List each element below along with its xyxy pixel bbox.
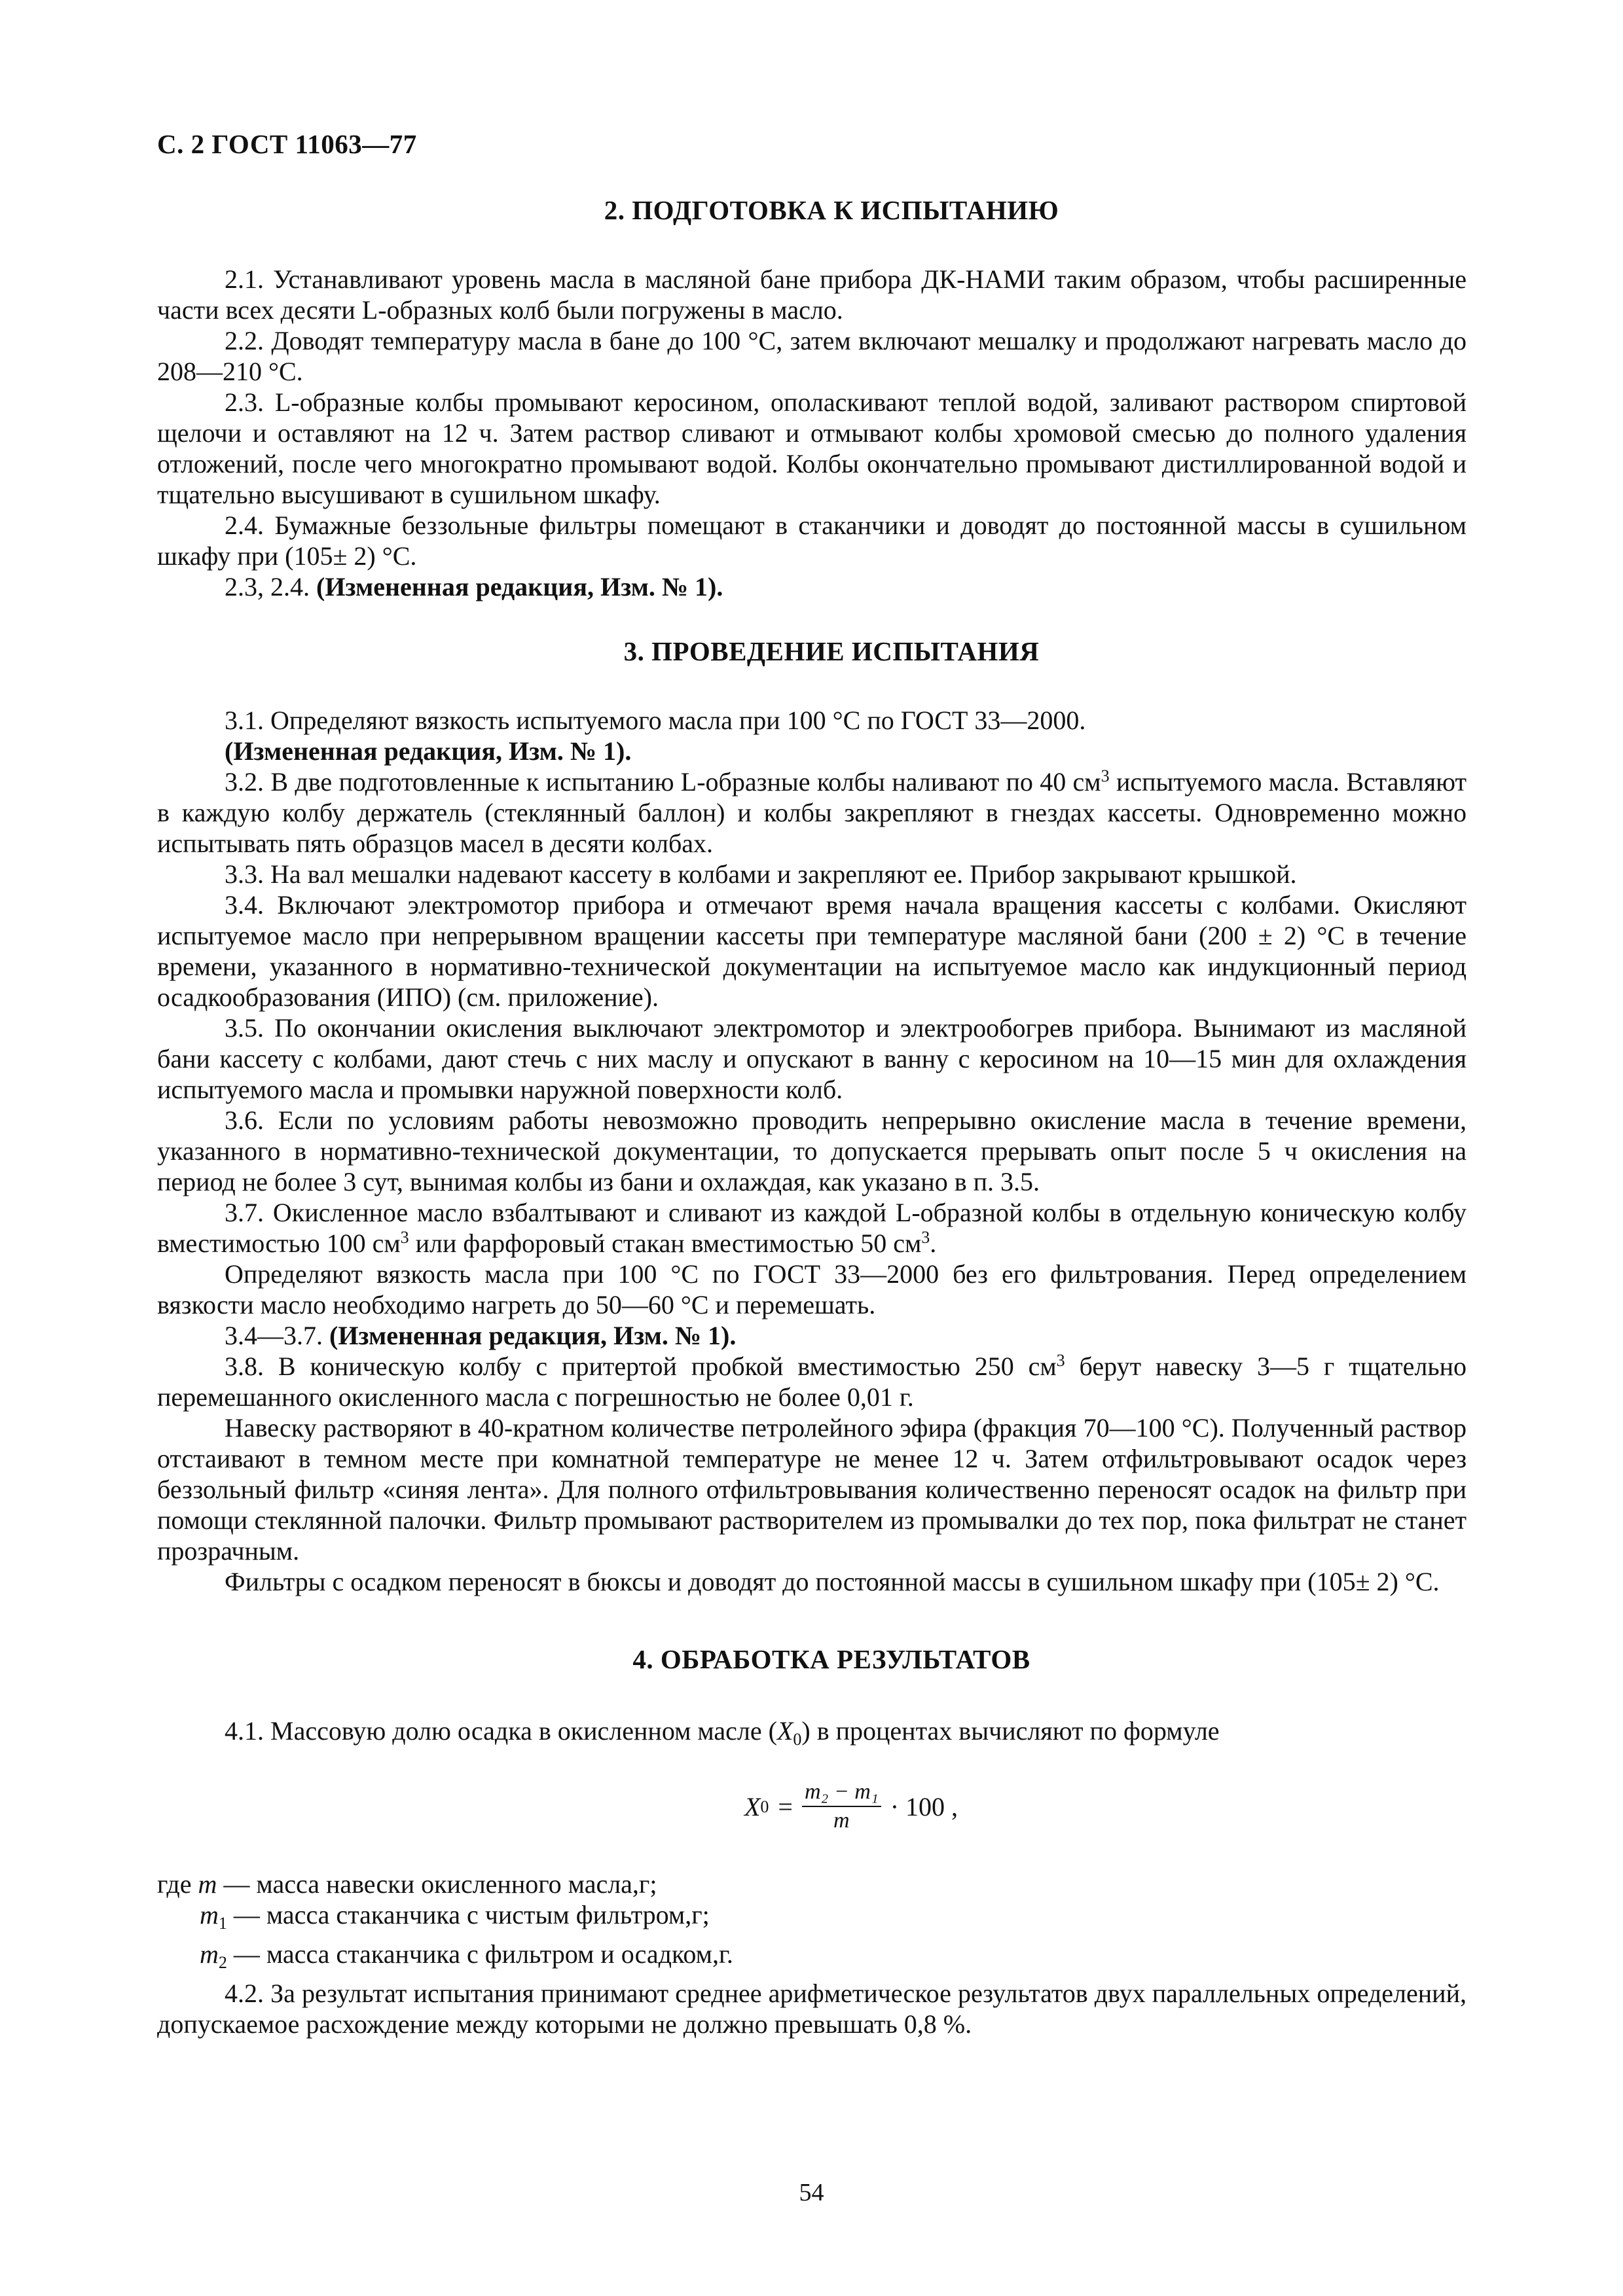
paragraph-text: . [930,1229,937,1258]
paragraph-3-8-dissolve: Навеску растворяют в 40-кратном количестве петролейного эфира (фракция 70—100 °С). Полученный раствор отстаивают в темном месте при комнатной температуре не менее 12 ч. Затем отфильтровывают осадок через беззольный фильтр «синяя лента». Для полного отфильтровывания количественно переносят осадок на фильтр при помощи стеклянной палочки. Фильтр промывают растворителем из промывалки до тех пор, пока фильтрат не станет прозрачным. [157,1413,1467,1566]
paragraph-text: берут навеску 3—5 г тщательно перемешанного окисленного масла с погрешностью не более 0,01 г. [157,1352,1467,1412]
amendment-note-3-1 [157,736,1467,766]
formula-numerator: m₂ − m₁ [804,1780,879,1804]
paragraph-text: 3.2. В две подготовленные к испытанию L-образные колбы наливают по 40 см [225,767,1101,797]
paragraph-text: 3.7. Окисленное масло взбалтывают и сливают из каждой L-образной колбы в отдельную коническую колбу вместимостью 100 см [157,1198,1467,1258]
formula-lhs-variable: X [744,1791,761,1821]
legend-m [157,1869,1467,1899]
legend-m2 [157,1939,1467,1978]
legend-lead: где [157,1869,198,1899]
formula-lhs-subscript: 0 [760,1797,769,1816]
amendment-note-2 [157,571,1467,602]
paragraph-3-6: 3.6. Если по условиям работы невозможно проводить непрерывно окисление масла в течение времени, указанного в нормативно-технической документации, то допускается прерывать опыт после 5 ч окисления на период не более 3 сут, вынимая колбы из бани и охлаждая, как указано в п. 3.5. [157,1105,1467,1196]
section-4-heading: 4. ОБРАБОТКА РЕЗУЛЬТАТОВ [632,1644,1030,1674]
variable: m [200,1900,219,1929]
paragraph-3-1: 3.1. Определяют вязкость испытуемого масла при 100 °С по ГОСТ 33—2000. [225,706,1086,735]
legend-text: — масса стаканчика с чистым фильтром,г; [227,1900,710,1929]
legend-m1 [157,1899,1467,1939]
paragraph-2-2: 2.2. Доводят температуру масла в бане до 100 °С, затем включают мешалку и продолжают нагревать масло до 208—210 °С. [157,326,1467,386]
paragraph-text: или фарфоровый стакан вместимостью 50 см [409,1229,922,1258]
superscript: 3 [400,1228,409,1247]
legend-text: — масса стаканчика с фильтром и осадком,г. [227,1939,733,1969]
variable: m [198,1869,217,1899]
amendment-ref: 3.4—3.7. [225,1321,329,1350]
amendment-label: (Измененная редакция, Изм. № 1). [316,572,723,601]
paragraph-4-2: 4.2. За результат испытания принимают среднее арифметическое результатов двух параллельных определений, допускаемое расхождение между которыми не должно превышать 0,8 %. [157,1979,1467,2039]
legend-text: — масса навески окисленного масла,г; [217,1869,657,1899]
section-3-heading: 3. ПРОВЕДЕНИЕ ИСПЫТАНИЯ [623,636,1040,666]
subscript: 1 [218,1914,227,1933]
page-number: 54 [799,2179,824,2206]
formula-multiplier: · 100 , [890,1791,958,1821]
paragraph-text: 3.8. В коническую колбу с притертой пробкой вместимостью 250 см [225,1352,1057,1381]
paragraph-text: 4.1. Массовую долю осадка в окисленном масле ( [225,1716,777,1746]
document-body [157,195,1467,2039]
formula [157,1768,1467,1845]
paragraph-3-8 [157,1351,1467,1412]
paragraph-text: ) в процентах вычисляют по формуле [801,1716,1220,1746]
paragraph-3-7 [157,1197,1467,1259]
amendment-note-3-4-3-7 [157,1320,1467,1351]
paragraph-3-8-filters: Фильтры с осадком переносят в бюксы и доводят до постоянной массы в сушильном шкафу при (105± 2) °С. [225,1567,1440,1596]
paragraph-3-5: 3.5. По окончании окисления выключают электромотор и электрообогрев прибора. Вынимают из масляной бани кассету с колбами, дают стечь с них маслу и опускают в ванну с керосином на 10—15 мин для охлаждения испытуемого масла и промывки наружной поверхности колб. [157,1013,1467,1104]
paragraph-4-1 [157,1715,1467,1755]
paragraph-3-3: 3.3. На вал мешалки надевают кассету в колбами и закрепляют ее. Прибор закрывают крышкой. [225,859,1297,889]
subscript: 2 [218,1953,227,1972]
amendment-label: (Измененная редакция, Изм. № 1). [329,1321,737,1350]
amendment-ref: 2.3, 2.4. [225,572,316,601]
paragraph-text: испытуемого масла. Вставляют в каждую колбу держатель (стеклянный баллон) и колбы закрепляют в гнездах кассеты. Одновременно можно испытывать пять образцов масел в десяти колбах. [157,767,1467,858]
paragraph-3-7-viscosity: Определяют вязкость масла при 100 °С по ГОСТ 33—2000 без его фильтрования. Перед определением вязкости масло необходимо нагреть до 50—60 °С и перемешать. [157,1259,1467,1319]
section-2-heading: 2. ПОДГОТОВКА К ИСПЫТАНИЮ [604,195,1059,225]
superscript: 3 [1101,766,1110,785]
paragraph-2-1: 2.1. Устанавливают уровень масла в масляной бане прибора ДК-НАМИ таким образом, чтобы расширенные части всех десяти L-образных колб были погружены в масло. [157,264,1467,325]
paragraph-2-3: 2.3. L-образные колбы промывают керосином, ополаскивают теплой водой, заливают раствором спиртовой щелочи и оставляют на 12 ч. Затем раствор сливают и отмывают колбы хромовой смесью до полного удаления отложений, после чего многократно промывают водой. Колбы окончательно промывают дистиллированной водой и тщательно высушивают в сушильном шкафу. [157,387,1467,509]
variable: m [200,1939,219,1969]
formula-fraction [802,1778,881,1835]
running-head: С. 2 ГОСТ 11063—77 [157,129,417,159]
superscript: 3 [921,1228,930,1247]
formula-legend [157,1869,1467,1978]
subscript: 0 [793,1730,802,1749]
paragraph-3-2 [157,766,1467,859]
formula-denominator: m [833,1808,850,1833]
variable: X [776,1716,793,1746]
amendment-label: (Измененная редакция, Изм. № 1). [225,736,632,766]
formula-equals: = [778,1791,793,1821]
paragraph-3-4: 3.4. Включают электромотор прибора и отмечают время начала вращения кассеты с колбами. Окисляют испытуемое масло при непрерывном вращении кассеты при температуре масляной бани (200 ± 2) °С в течение времени, указанного в нормативно-технической документации на испытуемое масло как индукционный период осадкообразования (ИПО) (см. приложение). [157,890,1467,1012]
paragraph-2-4: 2.4. Бумажные беззольные фильтры помещают в стаканчики и доводят до постоянной массы в сушильном шкафу при (105± 2) °С. [157,511,1467,571]
superscript: 3 [1056,1351,1065,1370]
